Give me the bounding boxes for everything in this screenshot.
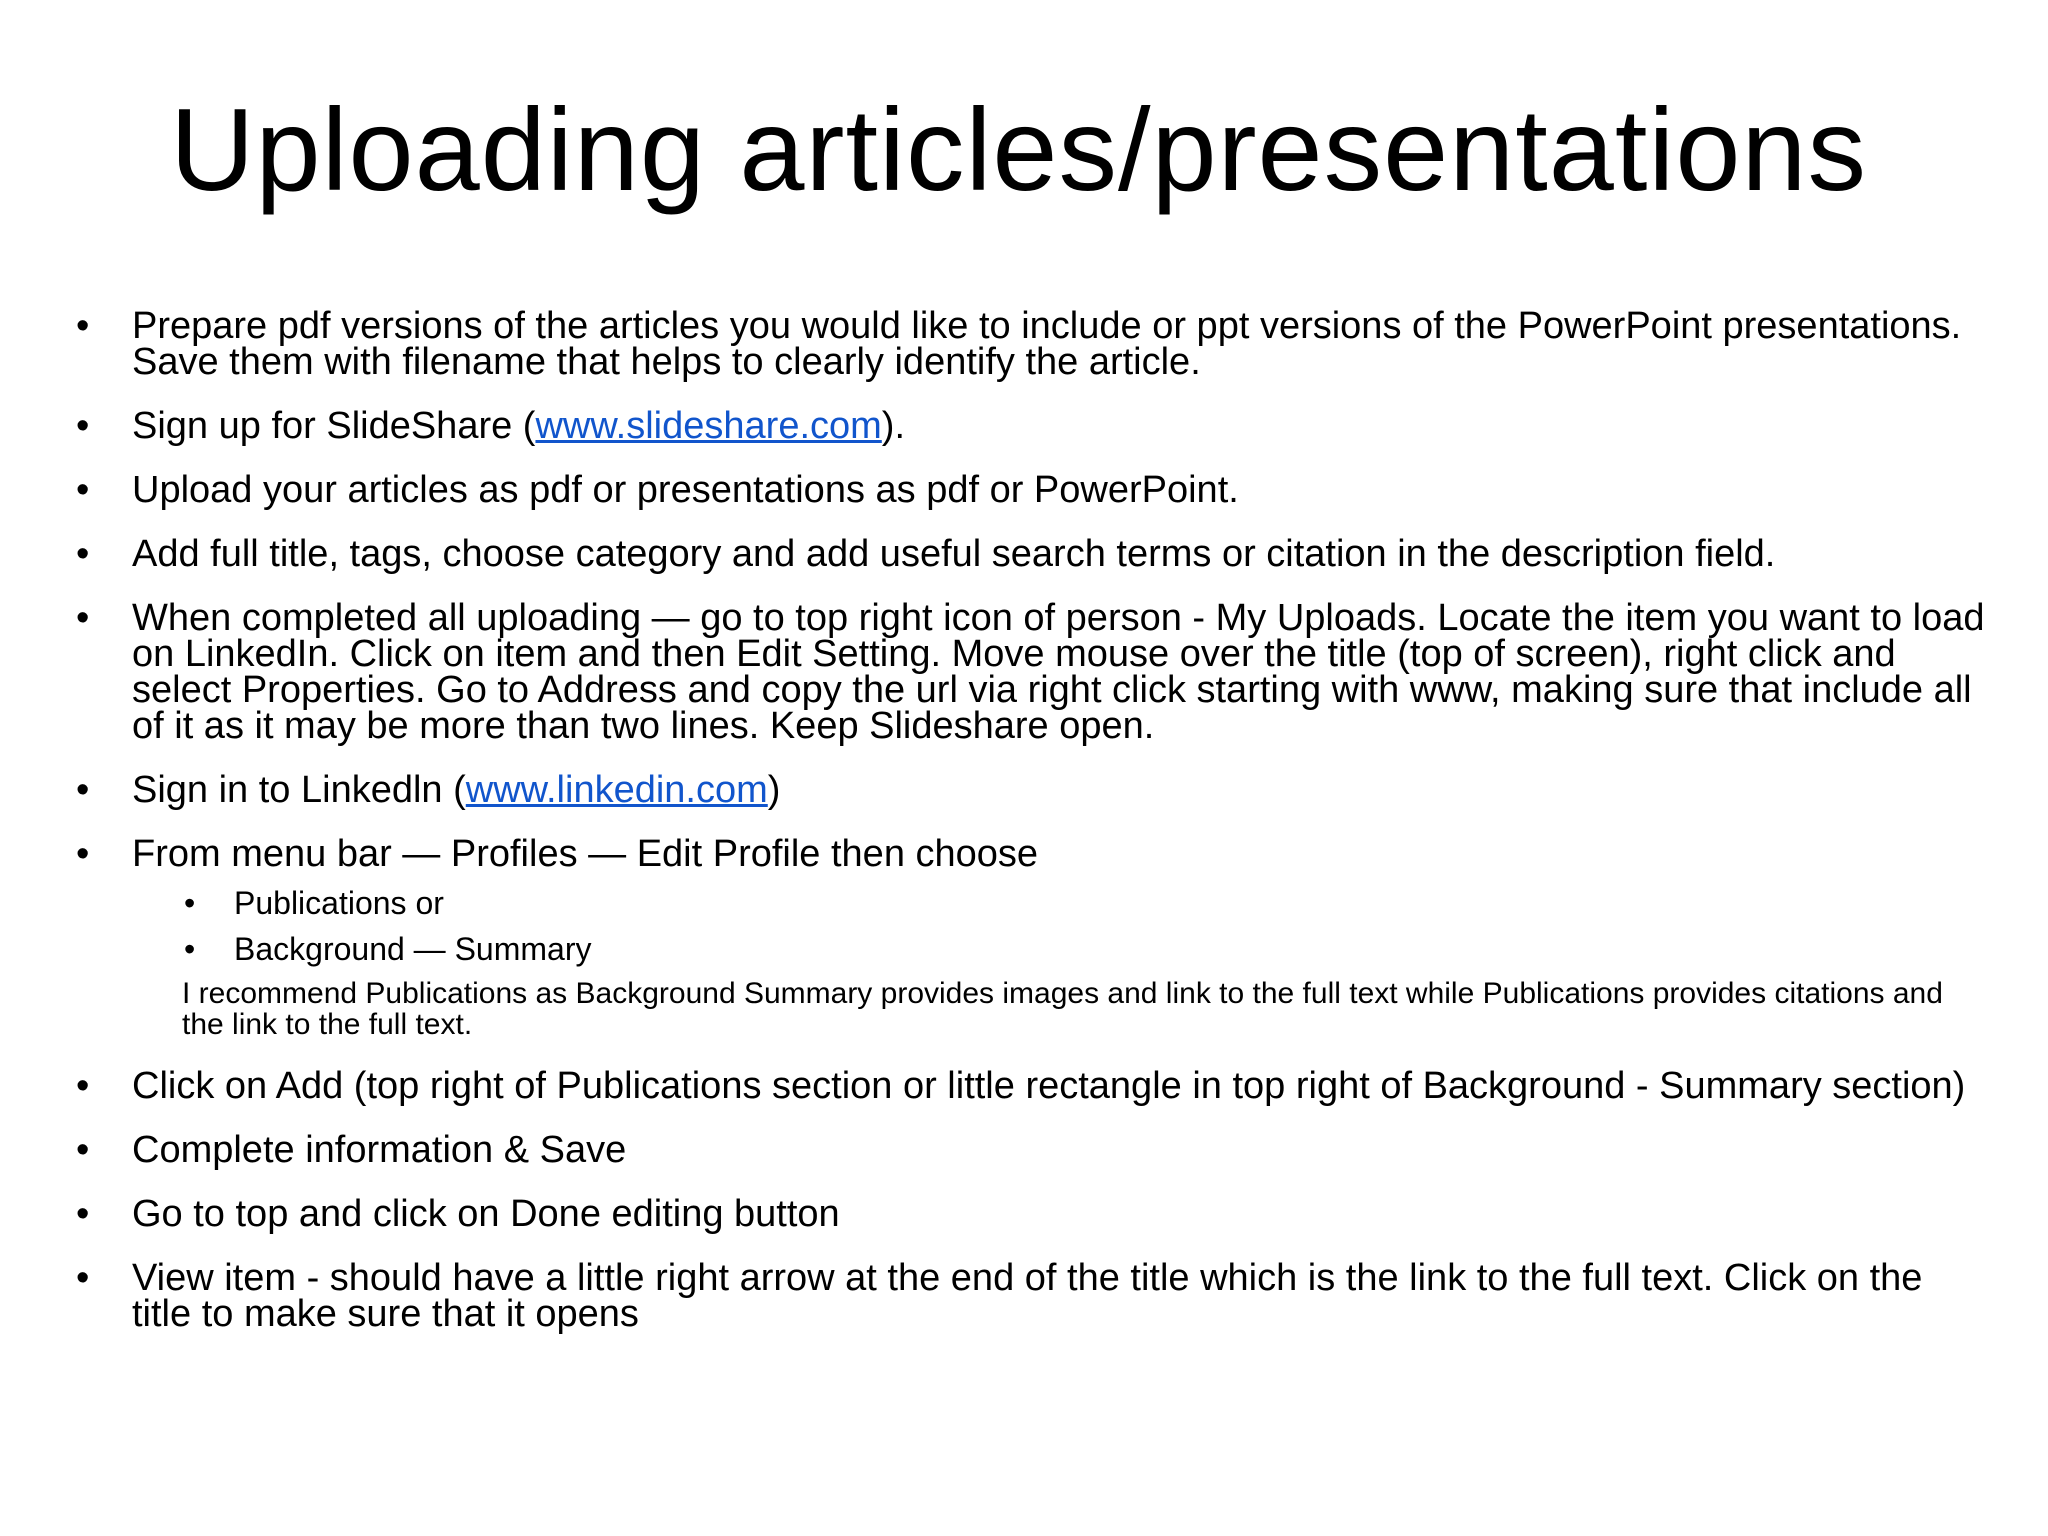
bullet-item-add-title	[0, 533, 2048, 575]
sub-bullet-list	[132, 886, 1988, 966]
bullet-item-click-add	[0, 1065, 2048, 1107]
bullet-dot: •	[76, 1257, 90, 1299]
bullet-dot: •	[76, 597, 90, 639]
bullet-text: Prepare pdf versions of the articles you would like to include or ppt versions of the PowerPoint presentations. Save them with filename that helps to clearly identify the article.	[132, 305, 1962, 383]
sub-item-text: Background — Summary	[234, 931, 592, 967]
bullet-item-complete-info	[0, 1129, 2048, 1171]
bullet-item-menu-bar	[0, 833, 2048, 1041]
bullet-text: Upload your articles as pdf or presentations as pdf or PowerPoint.	[132, 469, 1239, 511]
sub-item-text: Publications or	[234, 885, 444, 921]
recommendation-note: I recommend Publications as Background Summary provides images and link to the full text while Publications provides citations and the link to the full text.	[182, 977, 1943, 1041]
bullet-dot: •	[76, 469, 90, 511]
bullet-item-completed-uploading	[0, 597, 2048, 747]
bullet-dot: •	[76, 1129, 90, 1171]
bullet-item-upload	[0, 469, 2048, 511]
bullet-list	[0, 305, 2048, 1360]
bullet-text: View item - should have a little right arrow at the end of the title which is the link to the full text. Click on the title to make sure that it opens	[132, 1257, 1923, 1335]
bullet-dot: •	[76, 1193, 90, 1235]
bullet-item-sign-in-linkedin	[0, 769, 2048, 811]
bullet-text: When completed all uploading — go to top right icon of person - My Uploads. Locate the item you want to load on LinkedIn. Click on item and then Edit Setting. Move mouse over the title (top of screen), right click and select Properties. Go to Address and copy the url via right click starting with www, making sure that include all of it as it may be more than two lines. Keep Slideshare open.	[132, 597, 1985, 747]
bullet-text-prefix: Sign in to Linkedln (	[132, 769, 466, 811]
bullet-text: From menu bar — Profiles — Edit Profile then choose	[132, 833, 1039, 875]
linkedin-link[interactable]: www.linkedin.com	[465, 769, 768, 811]
slideshare-link[interactable]: www.slideshare.com	[535, 405, 882, 447]
bullet-item-done-editing	[0, 1193, 2048, 1235]
bullet-text-suffix: ).	[881, 405, 906, 447]
slide-title: Uploading articles/presentations	[170, 84, 1867, 215]
bullet-text: Add full title, tags, choose category and add useful search terms or citation in the description field.	[132, 533, 1776, 575]
bullet-item-prepare-pdf	[0, 305, 2048, 383]
bullet-item-view-item	[0, 1257, 2048, 1335]
sub-bullet-dot: •	[184, 885, 196, 921]
bullet-dot: •	[76, 833, 90, 875]
bullet-text: Click on Add (top right of Publications section or little rectangle in top right of Background - Summary section)	[132, 1065, 1966, 1107]
bullet-dot: •	[76, 405, 90, 447]
bullet-item-sign-up-slideshare	[0, 405, 2048, 447]
sub-bullet-dot: •	[184, 931, 196, 967]
bullet-text-suffix: )	[767, 769, 781, 811]
bullet-dot: •	[76, 533, 90, 575]
sub-item-background-summary	[132, 932, 1988, 966]
bullet-text: Complete information & Save	[132, 1129, 627, 1171]
bullet-dot: •	[76, 305, 90, 347]
bullet-dot: •	[76, 1065, 90, 1107]
bullet-text: Go to top and click on Done editing button	[132, 1193, 840, 1235]
bullet-dot: •	[76, 769, 90, 811]
sub-item-publications	[132, 886, 1988, 920]
bullet-text-prefix: Sign up for SlideShare (	[132, 405, 536, 447]
